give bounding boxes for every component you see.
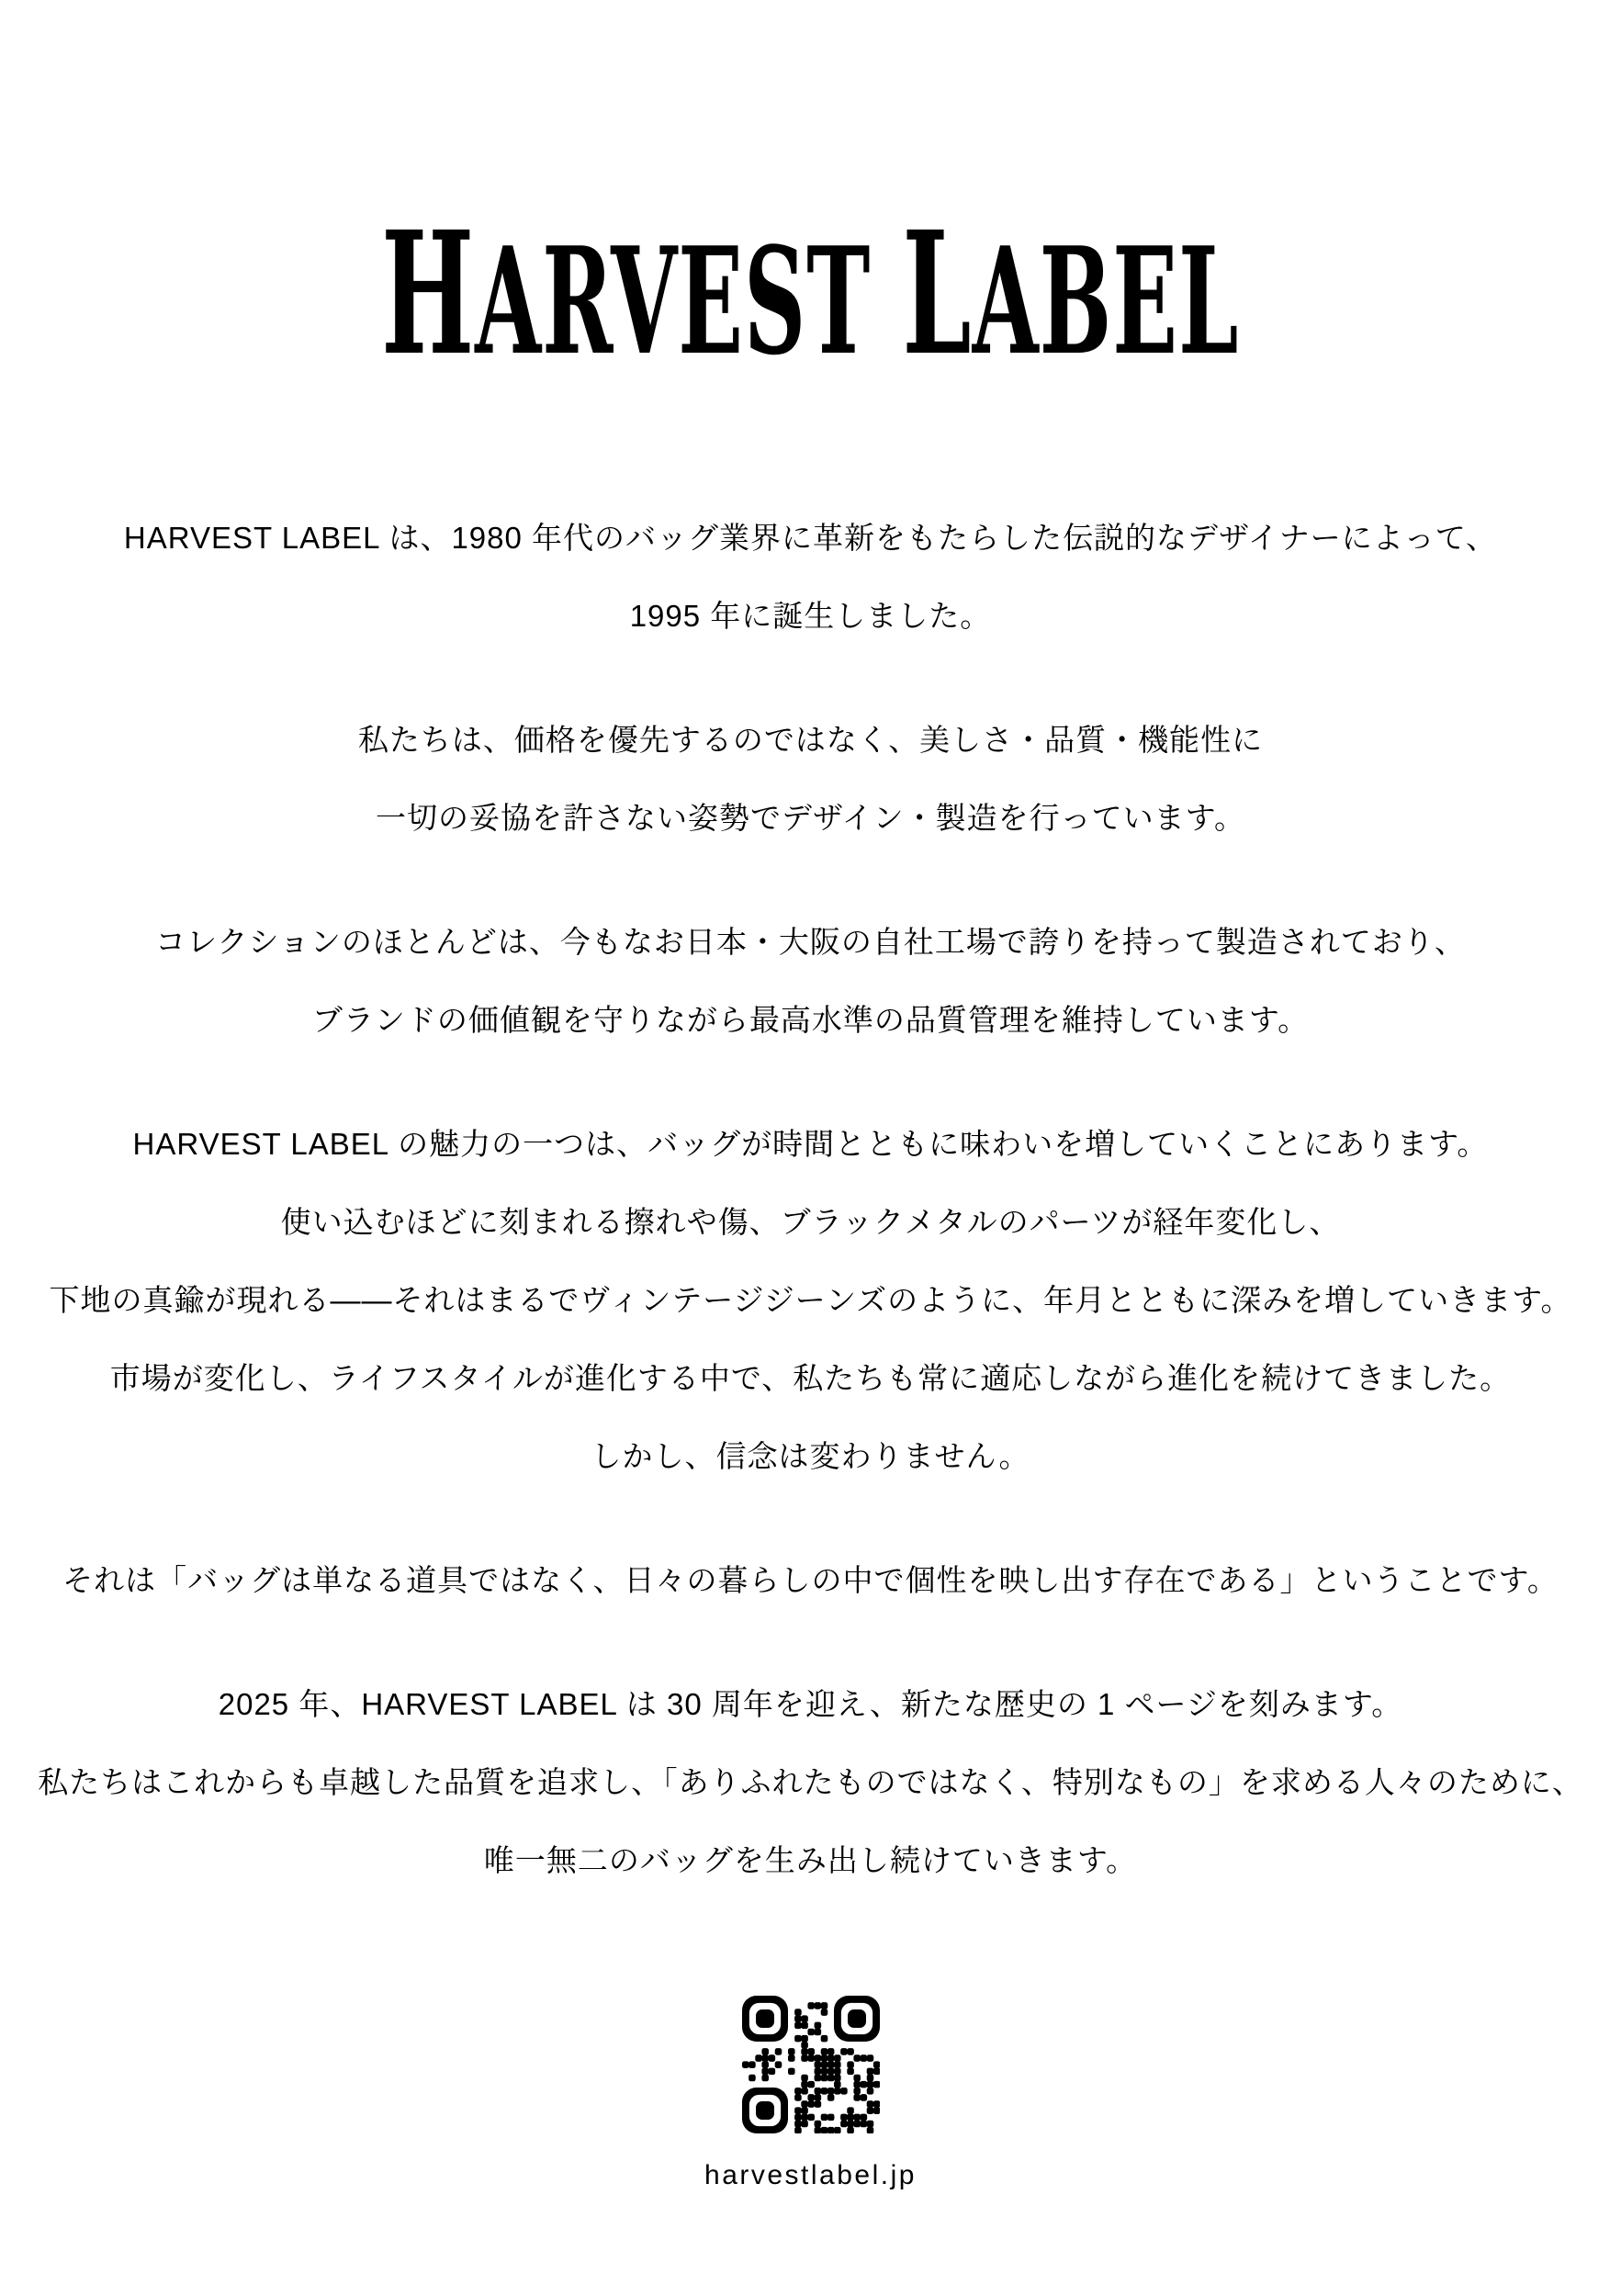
statement-line: コレクションのほとんどは、今もなお日本・大阪の自社工場で誇りを持って製造されており、 <box>155 925 1466 959</box>
statement-paragraph-anniversary <box>0 1665 1621 1899</box>
statement-line: 市場が変化し、ライフスタイルが進化する中で、私たちも常に適応しながら進化を続けてきました。 <box>109 1361 1512 1395</box>
statement-line: 唯一無二のバッグを生み出し続けていきます。 <box>483 1843 1138 1877</box>
logo-word1-initial: H <box>381 195 476 393</box>
logo-word2-initial: L <box>902 195 973 393</box>
statement-line: 下地の真鍮が現れる——それはまるでヴィンテージジーンズのように、年月とともに深みを増していきます。 <box>49 1283 1572 1317</box>
statement-line: 私たちはこれからも卓越した品質を追求し、「ありふれたものではなく、特別なもの」を求める人々のために、 <box>38 1765 1583 1799</box>
statement-line: 使い込むほどに刻まれる擦れや傷、ブラックメタルのパーツが経年変化し、 <box>280 1205 1341 1239</box>
qr-finder-bottom-left <box>742 2088 788 2133</box>
brand-statement <box>0 499 1621 1945</box>
statement-paragraph-origin <box>0 499 1621 655</box>
statement-line: それは「バッグは単なる道具ではなく、日々の暮らしの中で個性を映し出す存在である」ということです。 <box>62 1563 1559 1597</box>
qr-finder-top-left <box>742 1996 788 2042</box>
statement-line: しかし、信念は変わりません。 <box>591 1439 1030 1473</box>
website-url: harvestlabel.jp <box>704 2160 917 2190</box>
qr-code <box>742 1996 880 2133</box>
brand-logo-text <box>381 195 1240 393</box>
statement-line: 2025 年、HARVEST LABEL は 30 周年を迎え、新たな歴史の 1 ページを刻みます。 <box>218 1687 1403 1721</box>
qr-finder-top-right <box>834 1996 880 2042</box>
statement-paragraph-belief <box>0 1541 1621 1619</box>
statement-line: 1995 年に誕生しました。 <box>629 599 992 633</box>
statement-line: 一切の妥協を許さない姿勢でデザイン・製造を行っています。 <box>375 801 1246 835</box>
statement-line: 私たちは、価格を優先するのではなく、美しさ・品質・機能性に <box>357 723 1264 757</box>
brand-logo <box>0 195 1621 393</box>
logo-word1-rest: ARVEST <box>475 215 872 388</box>
statement-paragraph-aging <box>0 1105 1621 1495</box>
statement-paragraph-factory <box>0 903 1621 1059</box>
logo-word2-rest: ABEL <box>972 215 1240 388</box>
statement-paragraph-philosophy <box>0 701 1621 857</box>
statement-line: HARVEST LABEL は、1980 年代のバッグ業界に革新をもたらした伝説的なデザイナーによって、 <box>123 521 1498 555</box>
statement-line: ブランドの価値観を守りながら最高水準の品質管理を維持しています。 <box>311 1003 1310 1037</box>
statement-line: HARVEST LABEL の魅力の一つは、バッグが時間とともに味わいを増していくことにあります。 <box>132 1127 1489 1161</box>
qr-code-graphic <box>742 1996 880 2133</box>
